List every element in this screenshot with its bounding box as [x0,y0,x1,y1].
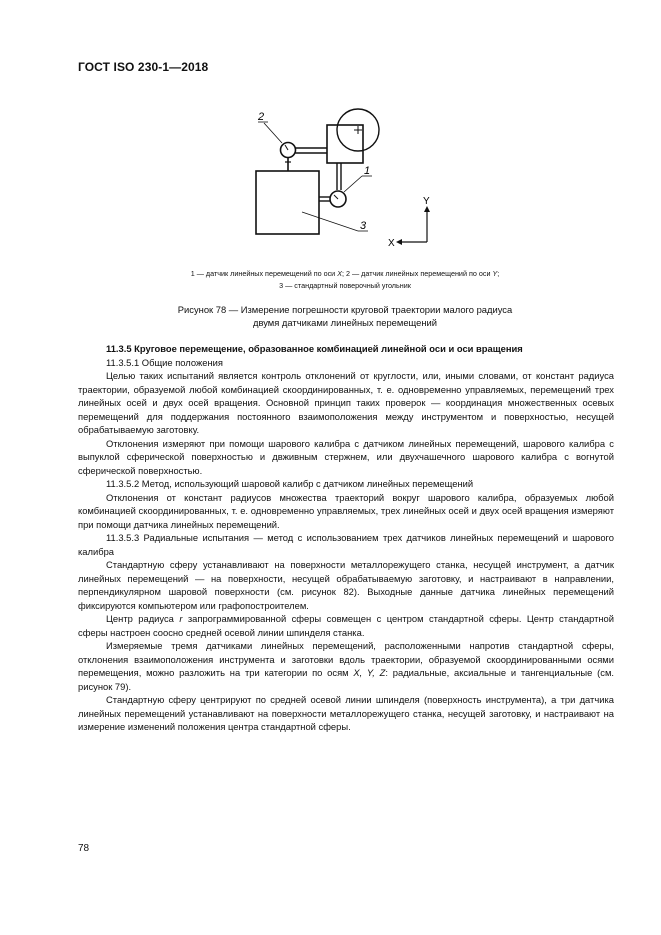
legend-line-2: 3 — стандартный поверочный угольник [279,281,411,290]
paragraph-4: Стандартную сферу устанавливают на поверхности металлорежущего станка, несущей инструмент, а датчик линейных перемещений — на поверхности, несущей обрабатываемую заготовку, и настраивают в направлении, перпендикулярном шаровой поверхности (см. рисунок 82). Выходные данные датчика линейных перемещений фиксируются компьютером или графопостроителем. [78,559,614,611]
section-heading: 11.3.5 Круговое перемещение, образованное комбинацией линейной оси и оси вращения [106,343,523,354]
caption-line-1: Рисунок 78 — Измерение погрешности круговой траектории малого радиуса [177,304,513,315]
label-2: 2 [258,111,265,123]
page-number: 78 [78,843,90,854]
paragraph-6: Измеряемые тремя датчиками линейных перемещений, расположенными напротив стандартной сферы, отклонения взаимоположения инструмента и заготовки вдоль траектории, образуемой скоординированными осями перемещения, можно разложить на три категории по осям X, Y, Z: радиальные, аксиальные и тангенциальные (см. рисунок 79). [78,640,615,692]
label-1: 1 [364,165,371,177]
subsection-heading-1: 11.3.5.1 Общие положения [106,356,223,368]
y-axis-label: Y [423,196,430,207]
reference-square-block [256,171,319,234]
paragraph-5: Центр радиуса r запрограммированной сферы совмещен с центром стандартной сферы. Центр стандартной сферы настроен соосно средней осевой линии шпинделя станка. [78,613,614,638]
legend-line-1: 1 — датчик линейных перемещений по оси X; 2 — датчик линейных перемещений по оси Y; [190,269,500,278]
paragraph-3: Отклонения от констант радиусов множества траекторий вокруг шарового калибра, образуемых любой комбинацией скоординированных, т. е. одновременно управляемых, трех линейных осей и двух осей вращения измеряют при помощи датчика линейных перемещений. [78,491,614,530]
figure-caption [110,304,580,329]
paragraph-1: Целью таких испытаний является контроль отклонений от круглости, или, иными словами, от констант радиуса траектории, образуемой любой комбинацией скоординированных, т. е. одновременно управляемых, перемещений трех линейных осей и двух осей вращения. Основной принцип таких проверок — координация множественных осевых перемещений для поддержания постоянного взаимоположения между инструментом и поверхностью, несущей обрабатываемую заготовку. [78,370,614,435]
document-header: ГОСТ ISO 230-1—2018 [78,60,209,74]
section-body [78,342,614,734]
figure-legend [110,268,580,292]
caption-line-2: двумя датчиками линейных перемещений [252,316,438,328]
subsection-heading-3: 11.3.5.3 Радиальные испытания — метод с использованием трех датчиков линейных перемещений и шарового калибра [78,532,614,557]
paragraph-2: Отклонения измеряют при помощи шарового калибра с датчиком линейных перемещений, шарового калибра с выпуклой сферической поверхностью и двживным стержнем, или двухчашечного шарового калибра с вогнутой сферической поверхностью. [78,437,614,476]
x-axis-label: X [388,238,395,249]
label-3: 3 [360,220,367,232]
subsection-heading-2: 11.3.5.2 Метод, использующий шаровой калибр с датчиком линейных перемещений [106,478,474,489]
figure-78-diagram [240,100,460,260]
paragraph-7: Стандартную сферу центрируют по средней осевой линии шпинделя (поверхность инструмента), а три датчика линейных перемещений устанавливают на поверхности металлорежущего станка, несущей заготовку, и настраивают на измерение изменений положения центра стандартной сферы. [78,694,614,732]
